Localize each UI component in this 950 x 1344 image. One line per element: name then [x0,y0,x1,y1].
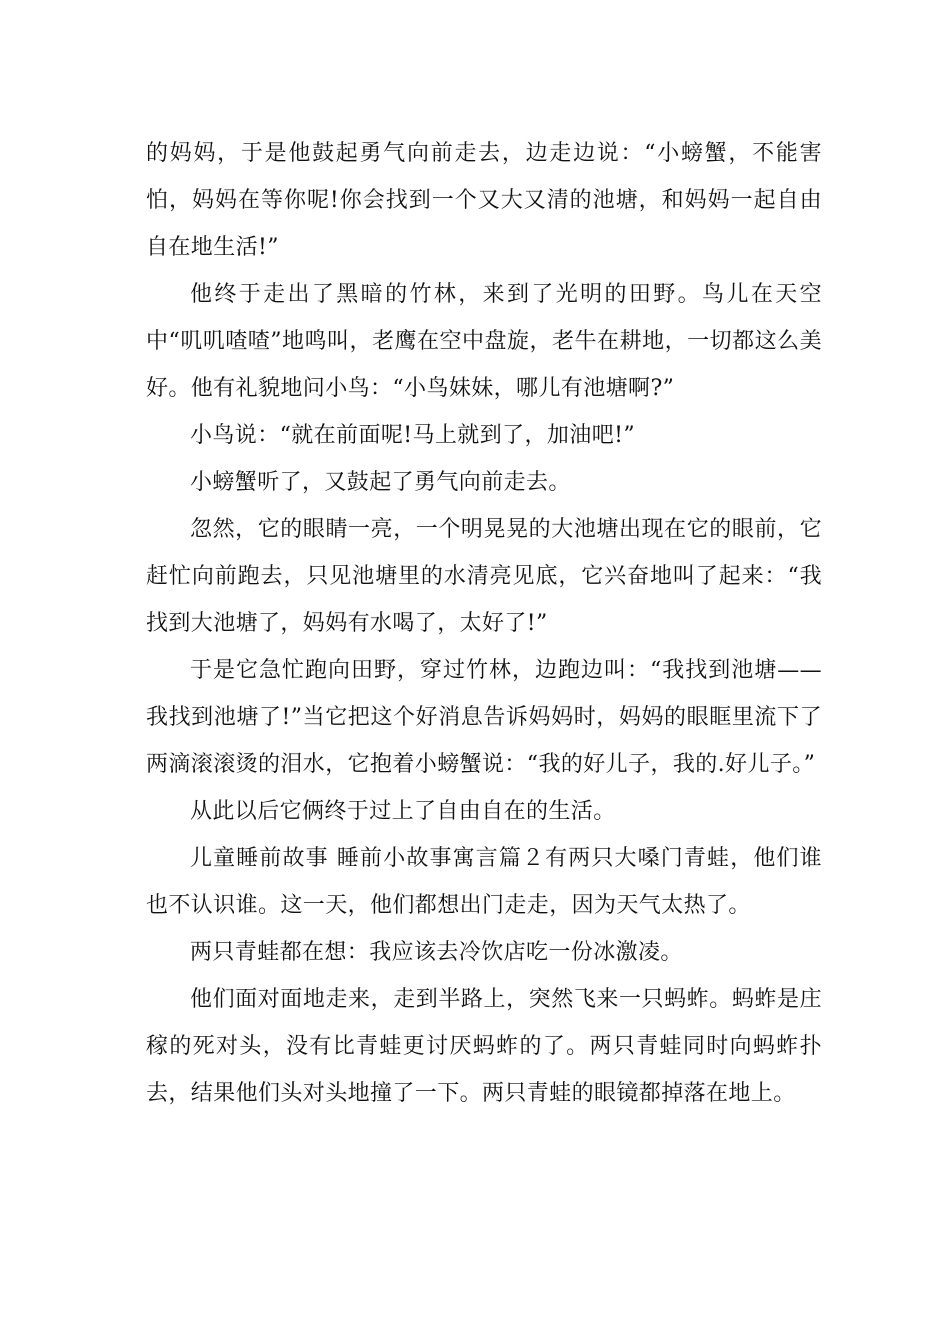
paragraph: 忽然，它的眼睛一亮，一个明晃晃的大池塘出现在它的眼前，它赶忙向前跑去，只见池塘里的水清亮见底，它兴奋地叫了起来：“我找到大池塘了，妈妈有水喝了，太好了!” [146,517,822,636]
paragraph: 于是它急忙跑向田野，穿过竹林，边跑边叫：“我找到池塘——我找到池塘了!”当它把这个好消息告诉妈妈时，妈妈的眼眶里流下了两滴滚滚烫的泪水，它抱着小螃蟹说：“我的好儿子，我的.好儿子。” [146,658,822,777]
paragraph: 从此以后它俩终于过上了自由自在的生活。 [190,799,616,824]
paragraph: 的妈妈，于是他鼓起勇气向前走去，边走边说：“小螃蟹，不能害怕，妈妈在等你呢!你会找到一个又大又清的池塘，和妈妈一起自由自在地生活!” [146,141,822,260]
paragraph: 他们面对面地走来，走到半路上，突然飞来一只蚂蚱。蚂蚱是庄稼的死对头，没有比青蛙更讨厌蚂蚱的了。两只青蛙同时向蚂蚱扑去，结果他们头对头地撞了一下。两只青蛙的眼镜都掉落在地上。 [146,987,822,1106]
paragraph: 小螃蟹听了，又鼓起了勇气向前走去。 [190,470,571,495]
paragraph: 两只青蛙都在想：我应该去冷饮店吃一份冰激凌。 [190,940,683,965]
paragraph: 他终于走出了黑暗的竹林，来到了光明的田野。鸟儿在天空中“叽叽喳喳”地鸣叫，老鹰在空中盘旋，老牛在耕地，一切都这么美好。他有礼貌地问小鸟：“小鸟妹妹，哪儿有池塘啊?” [146,282,822,401]
paragraph: 儿童睡前故事 睡前小故事寓言篇２有两只大嗓门青蛙，他们谁也不认识谁。这一天，他们都想出门走走，因为天气太热了。 [146,846,822,918]
paragraph: 小鸟说：“就在前面呢!马上就到了，加油吧!” [190,423,635,448]
document-body [146,130,822,1117]
